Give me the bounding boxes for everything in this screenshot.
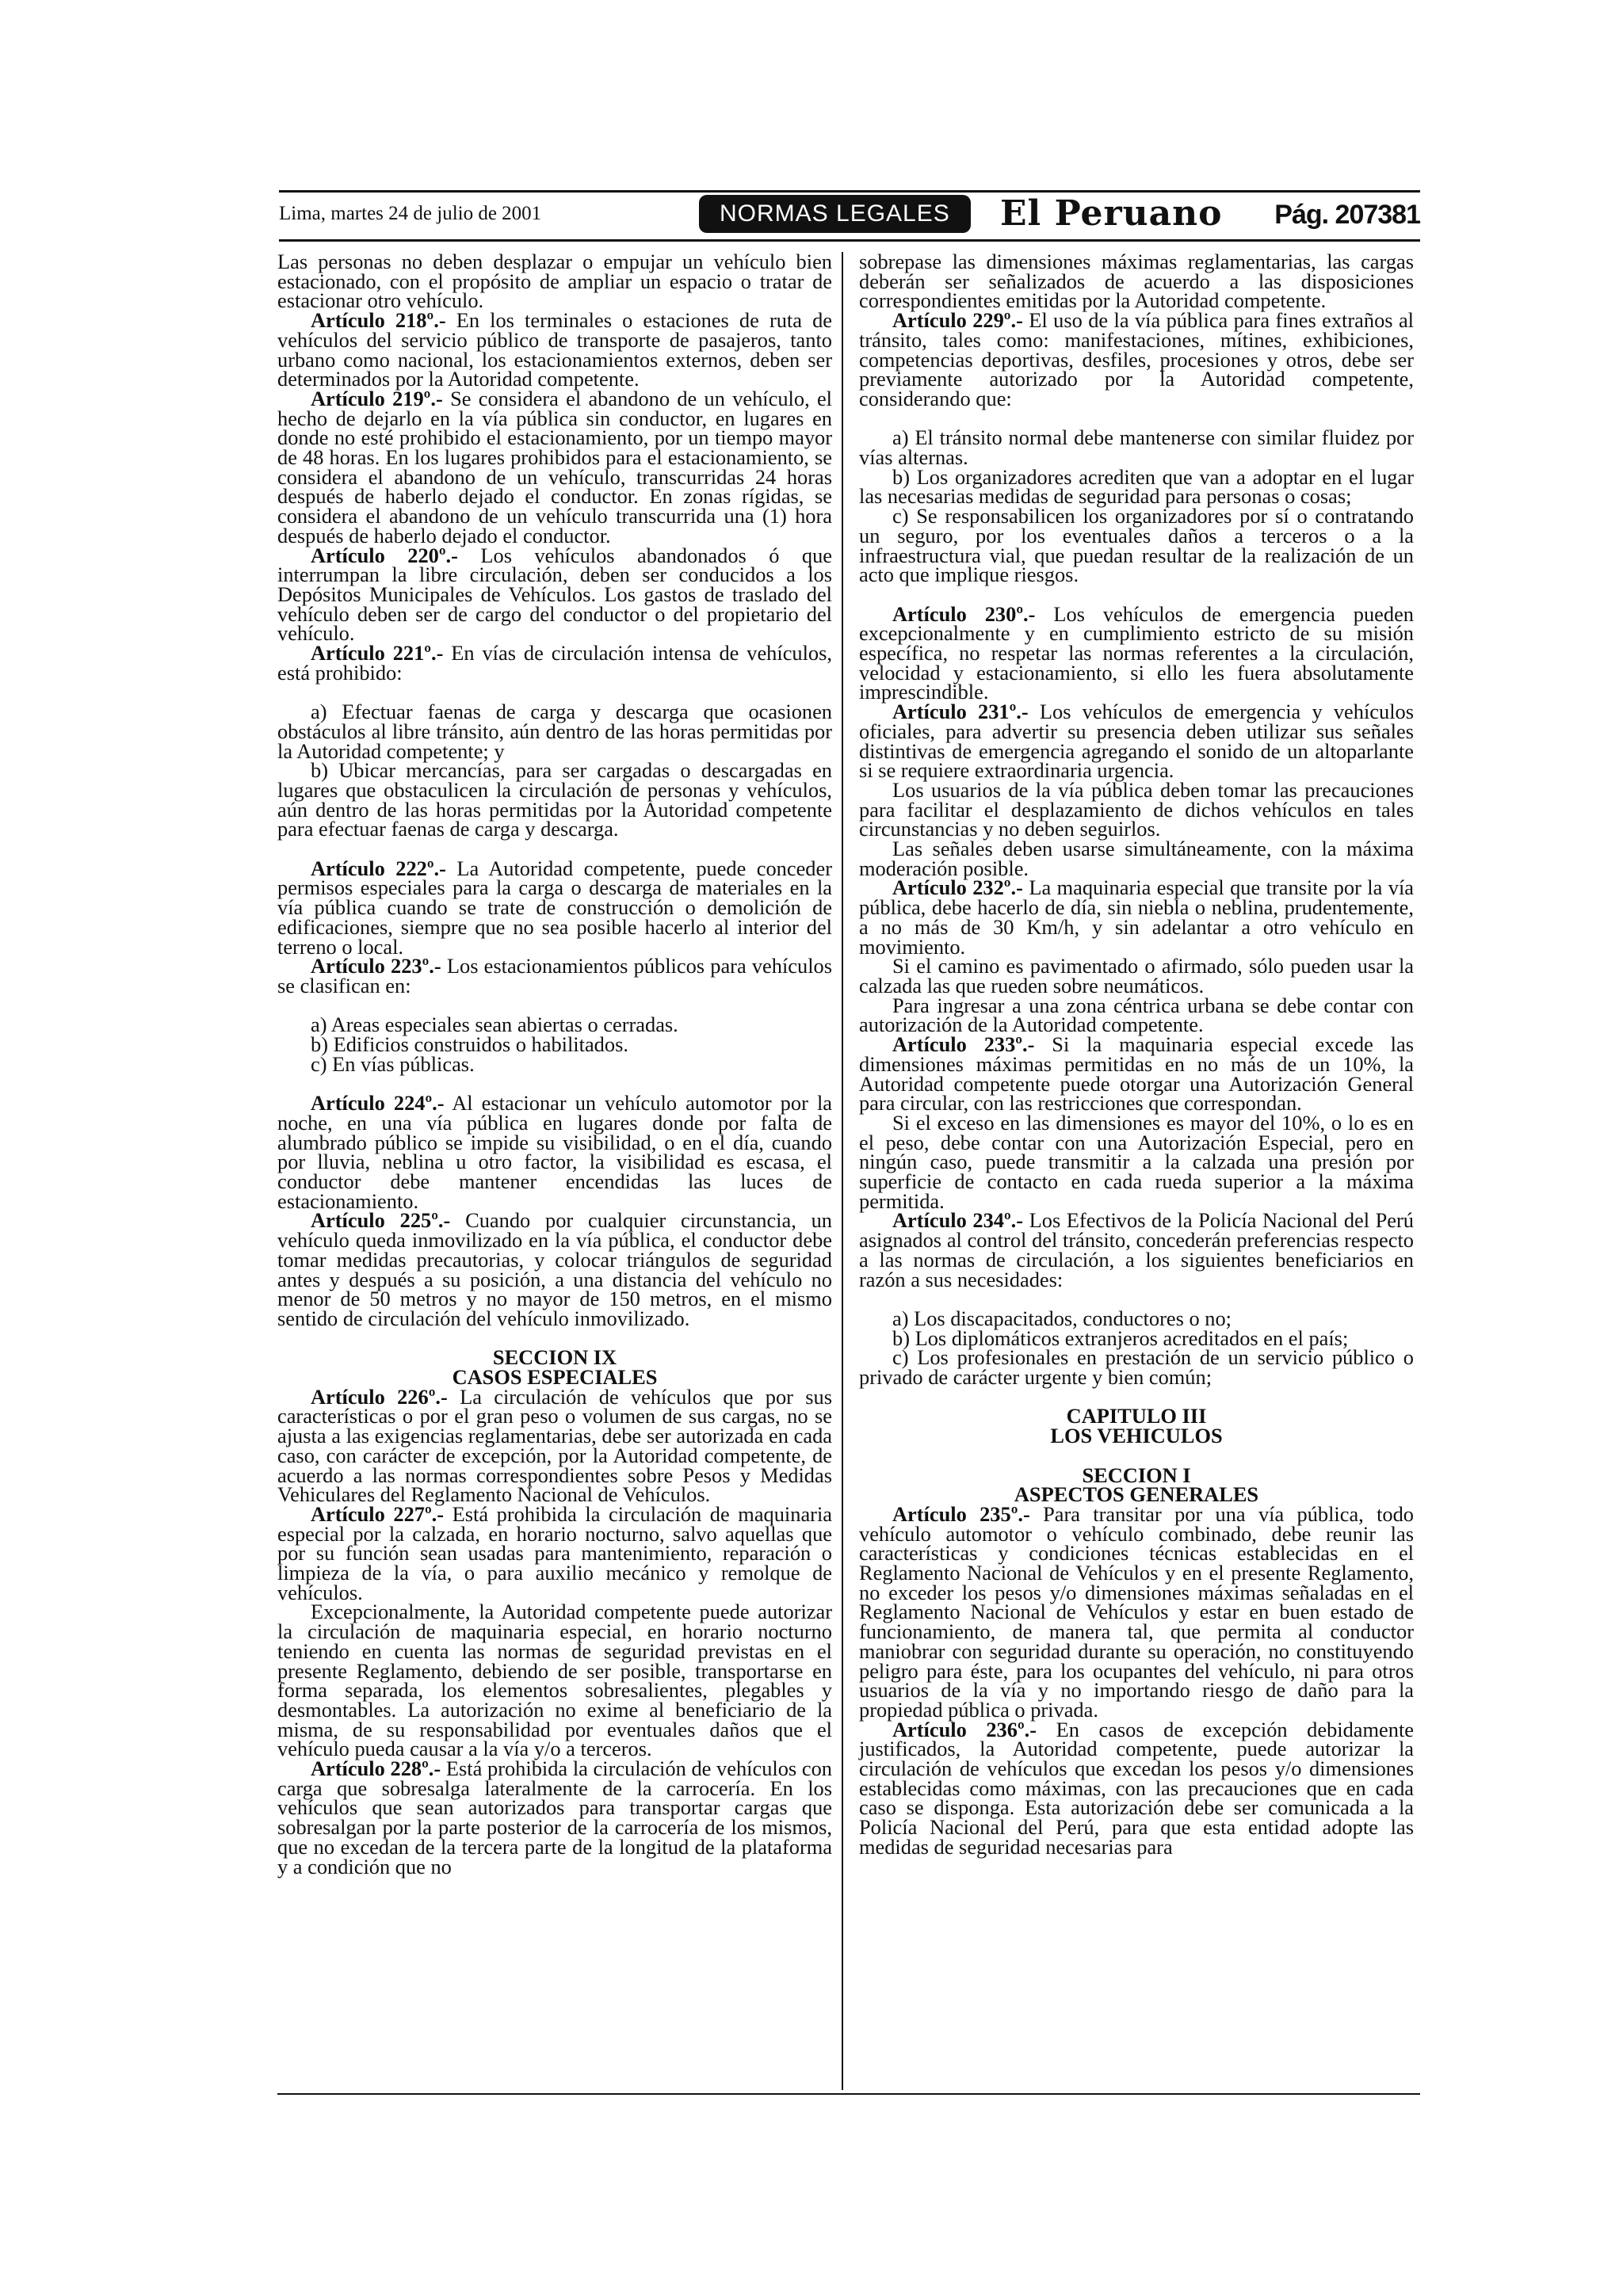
- article-218: [277, 308, 832, 391]
- paragraph: Las personas no deben desplazar o empujar un vehículo bien estacionado, con el propósito de ampliar un espacio o tratar de estacionar otro vehículo.: [277, 250, 832, 313]
- article-number: Artículo 236º.-: [892, 1717, 1037, 1741]
- article-number: Artículo 222º.-: [311, 856, 446, 880]
- article-text: La Autoridad competente, puede conceder permisos especiales para la carga o descarga de materiales en la vía pública cuando se trate de construcción o demolición de edificaciones, siempre que no sea posible hacerlo al interior del terreno o local.: [277, 856, 832, 959]
- article-text: Para transitar por una vía pública, todo vehículo automotor o vehículo combinado, debe reunir las características y condiciones técnicas establecidas en el Reglamento Nacional de Vehículos y en el presente Reglamento, no exceder los pesos y/o dimensiones máximas señaladas en el Reglamento Nacional de Vehículos y estar en buen estado de funcionamiento, de manera tal, que permita al conductor maniobrar con seguridad durante su operación, no constituyendo peligro para éste, para los ocupantes del vehículo, ni para otros usuarios de la vía y no importando riesgo de daño para la propiedad pública o privada.: [859, 1501, 1414, 1722]
- article-text: Los vehículos abandonados ó que interrumpan la libre circulación, deben ser conducidos a los Depósitos Municipales de Vehículos. Los gastos de traslado del vehículo deben ser de cargo del conductor o del propietario del vehículo.: [277, 543, 833, 646]
- paragraph: Las señales deben usarse simultáneamente, con la máxima moderación posible.: [859, 837, 1414, 880]
- page-number: Pág. 207381: [1274, 200, 1420, 230]
- list-item: c) En vías públicas.: [311, 1051, 475, 1076]
- article-number: Artículo 229º.-: [892, 308, 1023, 333]
- paragraph: Excepcionalmente, la Autoridad competente puede autorizar la circulación de maquinaria especial, en horario nocturno teniendo en cuenta las normas de seguridad previstas en el presente Reglamento, debiendo de ser posible, transportarse en forma separada, los elementos sobresalientes, plegables y desmontables. La autorización no exime al beneficiario de la misma, de su responsabilidad por eventuales daños que el vehículo pueda causar a la vía y/o a terceros.: [277, 1600, 832, 1761]
- chapter-subheading: LOS VEHICULOS: [1050, 1424, 1223, 1448]
- article-text: En los terminales o estaciones de ruta de vehículos del servicio público de transporte de pasajeros, tanto urbano como nacional, los estacionamientos externos, deben ser determinados por la Autoridad competente.: [277, 308, 832, 391]
- article-231: [859, 700, 1414, 783]
- list-item: c) Se responsabilicen los organizadores por sí o contratando un seguro, por los eventuales daños a terceros o a la infraestructura vial, que puedan resultar de la realización de un acto que implique riesgos.: [859, 504, 1414, 587]
- header-bottom-rule: [279, 239, 1420, 242]
- article-223: [277, 956, 832, 995]
- section-heading: SECCION I: [1082, 1463, 1191, 1487]
- list-item: a) Los discapacitados, conductores o no;: [892, 1306, 1232, 1330]
- list-item: b) Los diplomáticos extranjeros acreditados en el país;: [892, 1325, 1349, 1350]
- footer-rule: [277, 2093, 1420, 2095]
- article-text: Está prohibida la circulación de maquinaria especial por la calzada, en horario nocturno, salvo aquellas que por su función sean usadas para mantenimiento, reparación o limpieza de la vía, o para auxilio mecánico y remolque de vehículos.: [277, 1501, 832, 1604]
- article-number: Artículo 223º.-: [311, 954, 441, 978]
- article-number: Artículo 218º.-: [311, 308, 446, 333]
- article-225: [277, 1208, 833, 1330]
- article-number: Artículo 227º.-: [311, 1501, 445, 1526]
- list-item: a) Efectuar faenas de carga y descarga que ocasionen obstáculos al libre tránsito, aún dentro de las horas permitidas por la Autoridad competente; y: [277, 700, 832, 763]
- article-text: La circulación de vehículos que por sus características o por el gran peso o volumen de sus cargas, no se ajusta a las exigencias reglamentarias, debe ser autorizada en cada caso, con carácter de excepción, por la Autoridad competente, de acuerdo a las normas correspondientes sobre Pesos y Medidas Vehiculares del Reglamento Nacional de Vehículos.: [277, 1384, 833, 1507]
- paragraph: sobrepase las dimensiones máximas reglamentarias, las cargas deberán ser señalizados de acuerdo a las disposiciones correspondientes emitidas por la Autoridad competente.: [859, 250, 1414, 313]
- article-220: [277, 543, 833, 646]
- article-text: Está prohibida la circulación de vehículos con carga que sobresalga lateralmente de la carrocería. En los vehículos que sean autorizados para transportar cargas que sobresalgan por la parte posterior de la carrocería de los mismos, que no excedan de la tercera parte de la longitud de la plataforma y a condición que no: [277, 1756, 832, 1878]
- header-date: Lima, martes 24 de julio de 2001: [279, 203, 542, 224]
- article-236: [859, 1717, 1414, 1859]
- article-235: [859, 1501, 1414, 1722]
- article-text: Los vehículos de emergencia y vehículos oficiales, para advertir su presencia deben utilizar sus señales distintivas de emergencia agregando el sonido de un altoparlante si se requiere extraordinaria urgencia.: [859, 700, 1414, 783]
- article-number: Artículo 230º.-: [892, 601, 1036, 626]
- paragraph: Para ingresar a una zona céntrica urbana se debe contar con autorización de la Autoridad competente.: [859, 993, 1414, 1037]
- article-224: [277, 1093, 832, 1211]
- article-text: Los estacionamientos públicos para vehículos se clasifican en:: [277, 954, 832, 997]
- article-number: Artículo 224º.-: [311, 1091, 445, 1116]
- article-232: [859, 875, 1415, 959]
- article-number: Artículo 234º.-: [892, 1208, 1024, 1233]
- section-subheading: ASPECTOS GENERALES: [1014, 1482, 1259, 1507]
- article-text: Al estacionar un vehículo automotor por la noche, en una vía pública en lugares donde por falta de alumbrado público se impide su visibilidad, o en el día, cuando por lluvia, neblina u otro factor, la visibilidad es escasa, el conductor debe mantener encendidas las luces de estacionamiento.: [277, 1091, 832, 1213]
- article-number: Artículo 235º.-: [892, 1501, 1030, 1526]
- article-number: Artículo 231º.-: [892, 700, 1029, 724]
- section-subheading: CASOS ESPECIALES: [452, 1365, 658, 1389]
- article-text: Los Efectivos de la Policía Nacional del Perú asignados al control del tránsito, concederán preferencias respecto a las normas de circulación, a los siguientes beneficiarios en razón a sus necesidades:: [859, 1208, 1415, 1291]
- article-text: Cuando por cualquier circunstancia, un vehículo queda inmovilizado en la vía pública, el conductor debe tomar medidas precautorias, y colocar triángulos de seguridad antes y después a su posición, a una distancia del vehículo no menor de 50 metros y no mayor de 150 metros, en el mismo sentido de circulación del vehículo inmovilizado.: [277, 1208, 833, 1330]
- article-number: Artículo 233º.-: [892, 1032, 1035, 1057]
- article-text: Si la maquinaria especial excede las dimensiones máximas permitidas en no más de un 10%, la Autoridad competente puede otorgar una Autorización General para circular, con las restricciones que correspondan.: [859, 1032, 1414, 1116]
- article-number: Artículo 219º.-: [311, 386, 443, 410]
- article-number: Artículo 232º.-: [892, 875, 1023, 900]
- article-text: En vías de circulación intensa de vehículos, está prohibido:: [277, 641, 832, 685]
- article-text: Los vehículos de emergencia pueden excepcionalmente y en cumplimiento estricto de su misión específica, no respetar las normas referentes a la circulación, velocidad y estacionamiento, si ello les fuera absolutamente imprescindible.: [859, 601, 1414, 704]
- header-top-rule: [279, 190, 1420, 193]
- article-234: [859, 1208, 1415, 1291]
- right-column: [859, 252, 1414, 1857]
- article-226: [277, 1384, 833, 1507]
- article-number: Artículo 220º.-: [311, 543, 458, 567]
- article-number: Artículo 225º.-: [311, 1208, 451, 1233]
- article-number: Artículo 226º.-: [311, 1384, 448, 1409]
- article-233: [859, 1032, 1414, 1116]
- article-number: Artículo 228º.-: [311, 1756, 441, 1781]
- list-item: c) Los profesionales en prestación de un servicio público o privado de carácter urgente y bien común;: [859, 1345, 1414, 1390]
- list-item: b) Los organizadores acrediten que van a adoptar en el lugar las necesarias medidas de seguridad para personas o cosas;: [859, 464, 1414, 509]
- article-228: [277, 1756, 832, 1878]
- page-header: [279, 190, 1420, 242]
- chapter-heading: CAPITULO III: [1066, 1404, 1207, 1428]
- list-item: b) Edificios construidos o habilitados.: [311, 1032, 628, 1057]
- article-229: [859, 308, 1414, 410]
- list-item: a) Areas especiales sean abiertas o cerradas.: [311, 1013, 678, 1037]
- article-222: [277, 856, 832, 959]
- left-column: [277, 252, 832, 1876]
- list-item: b) Ubicar mercancías, para ser cargadas o descargadas en lugares que obstaculicen la circulación de personas y vehículos, aún dentro de las horas permitidas por la Autoridad competente para efectuar faenas de carga y descarga.: [277, 758, 832, 841]
- article-text: La maquinaria especial que transite por la vía pública, debe hacerlo de día, sin niebla o neblina, prudentemente, a no más de 30 Km/h, y sin adelantar a otro vehículo en movimiento.: [859, 875, 1415, 959]
- paragraph: Si el camino es pavimentado o afirmado, sólo pueden usar la calzada las que rueden sobre neumáticos.: [859, 954, 1414, 997]
- paragraph: Los usuarios de la vía pública deben tomar las precauciones para facilitar el desplazamiento de dichos vehículos en tales circunstancias y no deben seguirlos.: [859, 777, 1414, 841]
- masthead-logo: El Peruano: [1000, 193, 1223, 234]
- list-item: a) El tránsito normal debe mantenerse con similar fluidez por vías alternas.: [859, 425, 1414, 470]
- paragraph: Si el exceso en las dimensiones es mayor del 10%, o lo es en el peso, debe contar con una Autorización Especial, pero en ningún caso, puede transmitir a la calzada una presión por superficie de contacto en cada rueda superior a la máxima permitida.: [859, 1110, 1414, 1213]
- article-text: Se considera el abandono de un vehículo, el hecho de dejarlo en la vía pública sin conductor, en lugares en donde no esté prohibido el estacionamiento, por un tiempo mayor de 48 horas. En los lugares prohibidos para el estacionamiento, se considera el abandono de un vehículo, transcurridas 24 horas después de haberlo dejado el conductor. En zonas rígidas, se considera el abandono de un vehículo transcurrida una (1) hora después de haberlo dejado el conductor.: [277, 386, 833, 547]
- article-text: En casos de excepción debidamente justificados, la Autoridad competente, puede autorizar la circulación de vehículos que excedan los pesos y/o dimensiones establecidas como máximas, con las precauciones que en cada caso se disponga. Esta autorización debe ser comunicada a la Policía Nacional del Perú, para que esta entidad adopte las medidas de seguridad necesarias para: [859, 1717, 1414, 1859]
- article-227: [277, 1501, 832, 1604]
- article-number: Artículo 221º.-: [311, 641, 444, 666]
- article-230: [859, 601, 1414, 704]
- article-text: El uso de la vía pública para fines extraños al tránsito, tales como: manifestaciones, mítines, exhibiciones, competencias deportivas, desfiles, procesiones y otros, debe ser previamente autorizado por la Autoridad competente, considerando que:: [859, 308, 1414, 410]
- section-heading: SECCION IX: [492, 1345, 617, 1370]
- article-219: [277, 386, 833, 547]
- column-divider: [842, 252, 843, 2090]
- section-label: NORMAS LEGALES: [699, 195, 971, 233]
- article-221: [277, 641, 832, 685]
